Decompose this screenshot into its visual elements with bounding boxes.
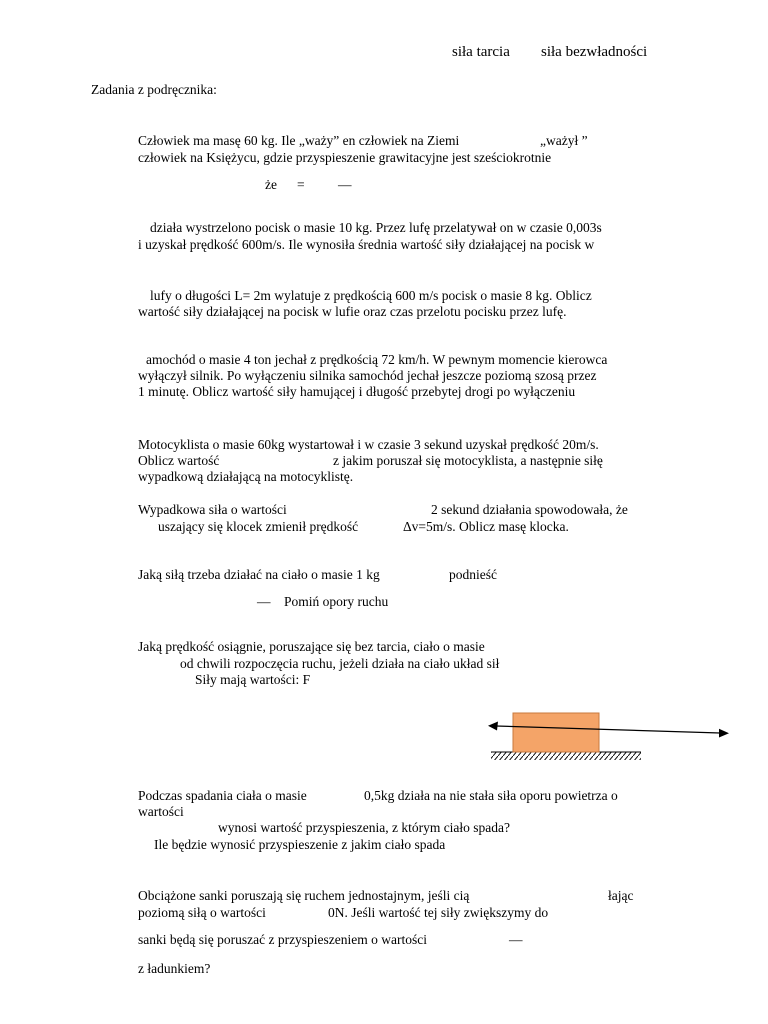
task10-line3a: sanki będą się poruszać z przyspieszeniem o wartości xyxy=(138,932,428,947)
header-inertia: siła bezwładności xyxy=(541,44,648,60)
ground-hatch xyxy=(491,752,641,760)
task7-line1a: Jaką siłą trzeba działać na ciało o masie 1 kg xyxy=(138,567,380,582)
task8-line1: Jaką prędkość osiągnie, poruszające się bez tarcia, ciało o masie xyxy=(138,639,485,654)
task1-line1b: „ważył ” xyxy=(540,133,588,148)
task4-line2: wyłączył silnik. Po wyłączeniu silnika samochód jechał jeszcze poziomą szosą przez xyxy=(138,368,597,383)
task5-line2a: Oblicz wartość xyxy=(138,453,220,468)
task9-line2: wartości xyxy=(138,804,184,819)
task6-line1a: Wypadkowa siła o wartości xyxy=(138,502,287,517)
task3-line2: wartość siły działającej na pocisk w lufie oraz czas przelotu pocisku przez lufę. xyxy=(138,304,567,319)
intro-label: Zadania z podręcznika: xyxy=(91,82,217,97)
task2-line1: działa wystrzelono pocisk o masie 10 kg. Przez lufę przelatywał on w czasie 0,003s xyxy=(150,220,602,235)
task1-line1: Człowiek ma masę 60 kg. Ile „waży” en człowiek na Ziemi xyxy=(138,133,460,148)
header-friction: siła tarcia xyxy=(452,44,510,60)
task10-line4: z ładunkiem? xyxy=(138,961,211,976)
task9-line4: Ile będzie wynosić przyspieszenie z jakim ciało spada xyxy=(154,837,446,852)
arrow-left-head xyxy=(488,722,498,731)
task10-line1b: łając xyxy=(608,888,634,903)
task10-line1a: Obciążone sanki poruszają się ruchem jednostajnym, jeśli cią xyxy=(138,888,470,903)
task9-line1a: Podczas spadania ciała o masie xyxy=(138,788,307,803)
arrow-right-head xyxy=(719,729,729,738)
task5-line3: wypadkową działającą na motocyklistę. xyxy=(138,469,354,484)
task7-line1b: podnieść xyxy=(449,567,497,582)
task7-line2b: Pomiń opory ruchu xyxy=(284,594,389,609)
task10-line2a: poziomą siłą o wartości xyxy=(138,905,266,920)
task1-line2: człowiek na Księżycu, gdzie przyspieszenie grawitacyjne jest sześciokrotnie xyxy=(138,150,552,165)
task5-line2b: z jakim poruszał się motocyklista, a następnie siłę xyxy=(333,453,603,468)
task1-line3c: — xyxy=(338,177,352,192)
task6-line2a: uszający się klocek zmienił prędkość xyxy=(158,519,359,534)
task8-line3: Siły mają wartości: F xyxy=(195,672,311,687)
task9-line3: wynosi wartość przyspieszenia, z którym ciało spada? xyxy=(218,820,511,835)
task1-line3a: że xyxy=(265,177,277,192)
task10-line3b: — xyxy=(509,932,523,947)
task2-line2: i uzyskał prędkość 600m/s. Ile wynosiła średnia wartość siły działającej na pocisk w xyxy=(138,237,595,252)
task4-line3: 1 minutę. Oblicz wartość siły hamującej i długość przebytej drogi po wyłączeniu xyxy=(138,384,576,399)
task3-line1: lufy o długości L= 2m wylatuje z prędkością 600 m/s pocisk o masie 8 kg. Oblicz xyxy=(150,288,592,303)
task5-line1: Motocyklista o masie 60kg wystartował i w czasie 3 sekund uzyskał prędkość 20m/s. xyxy=(138,437,599,452)
task6-line2b: Δv=5m/s. Oblicz masę klocka. xyxy=(403,519,569,534)
task7-line2a: — xyxy=(257,594,271,609)
block-forces-figure xyxy=(488,708,732,764)
block xyxy=(513,713,599,752)
task8-line2: od chwili rozpoczęcia ruchu, jeżeli działa na ciało układ sił xyxy=(180,656,500,671)
task9-line1b: 0,5kg działa na nie stała siła oporu powietrza o xyxy=(364,788,618,803)
task4-line1: amochód o masie 4 ton jechał z prędkością 72 km/h. W pewnym momencie kierowca xyxy=(146,352,608,367)
task10-line2b: 0N. Jeśli wartość tej siły zwiększymy do xyxy=(328,905,549,920)
task1-line3b: = xyxy=(297,177,305,192)
task6-line1b: 2 sekund działania spowodowała, że xyxy=(431,502,628,517)
